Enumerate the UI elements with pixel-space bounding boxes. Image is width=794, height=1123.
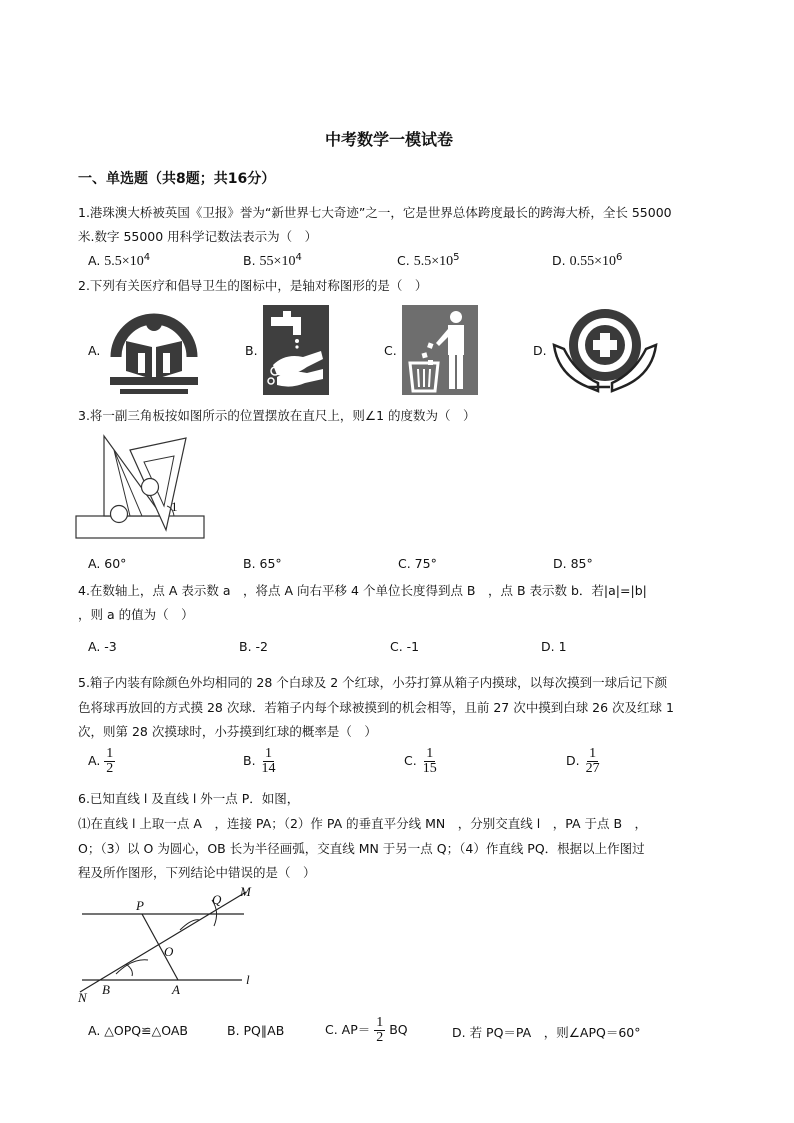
q2-line1: 2.下列有关医疗和倡导卫生的图标中，是轴对称图形的是（ ） — [78, 278, 428, 293]
q5-a-num: 1 — [106, 746, 114, 761]
q5-b-label: B. — [243, 753, 256, 768]
q6-line2: ⑴在直线 l 上取一点 A ，连接 PA；（2）作 PA 的垂直平分线 MN ，分别交直线 l ，PA 于点 B ， — [78, 816, 648, 831]
q5-option-c — [404, 747, 439, 776]
q1-line1: 1.港珠澳大桥被英国《卫报》誉为“新世界七大奇迹”之一，它是世界总体跨度最长的跨海大桥，全长 55000 — [78, 205, 672, 220]
q4-option-c: C. -1 — [390, 639, 420, 654]
q4-option-b: B. -2 — [239, 639, 268, 654]
q5-b-den: 14 — [261, 761, 276, 776]
q4-line1: 4.在数轴上，点 A 表示数 a ，将点 A 向右平移 4 个单位长度得到点 B ，点 B 表示数 b．若|a|=|b| — [78, 583, 647, 598]
q1-option-a — [88, 252, 150, 270]
q3-option-d: D. 85° — [553, 556, 593, 571]
q1-option-b — [243, 252, 302, 270]
q1-b-exp: 4 — [295, 252, 302, 263]
q2-label-b: B. — [245, 343, 258, 358]
q4-option-d: D. 1 — [541, 639, 567, 654]
q6-option-a: A. △OPQ≌△OAB — [88, 1023, 188, 1038]
q6-option-c — [325, 1016, 408, 1045]
q1-c-base: 5.5×10 — [413, 254, 454, 270]
q2-label-a: A. — [88, 343, 101, 358]
q3-triangles-figure — [74, 432, 208, 542]
q2-label-d: D. — [533, 343, 547, 358]
q6-label-m: M — [240, 884, 251, 899]
q5-option-d — [566, 747, 602, 776]
medical-cross-hands-icon — [548, 305, 662, 397]
q6-label-o: O — [164, 944, 174, 959]
q5-b-num: 1 — [265, 746, 273, 761]
q1-a-label: A. — [88, 253, 101, 269]
q5-option-b — [243, 747, 278, 776]
q6-label-b: B — [102, 982, 110, 997]
q3-option-b: B. 65° — [243, 556, 282, 571]
q1-d-label: D. — [552, 253, 566, 269]
q6-c-pre: C. AP＝ — [325, 1022, 371, 1037]
q1-a-exp: 4 — [143, 252, 151, 263]
q5-option-a — [88, 747, 115, 776]
q3-angle-label: 1 — [171, 499, 178, 514]
q1-d-exp: 6 — [616, 252, 623, 263]
q6-option-d: D. 若 PQ＝PA ，则∠APQ＝60° — [452, 1025, 641, 1040]
q5-c-label: C. — [404, 753, 417, 768]
q5-d-den: 27 — [585, 761, 600, 776]
q5-d-fraction — [584, 747, 602, 776]
q6-line1: 6.已知直线 l 及直线 l 外一点 P．如图， — [78, 791, 300, 806]
q5-a-den: 2 — [106, 761, 114, 776]
q1-a-base: 5.5×10 — [104, 254, 144, 270]
q1-b-label: B. — [243, 253, 256, 269]
q6-c-post: BQ — [389, 1022, 408, 1037]
page-title: 中考数学一模试卷 — [325, 130, 454, 149]
hand-washing-icon — [263, 305, 329, 395]
q5-c-den: 15 — [422, 761, 437, 776]
q5-line2: 色将球再放回的方式摸 28 次球．若箱子内每个球被摸到的机会相等，且前 27 次中摸到白球 26 次及红球 1 — [78, 700, 674, 715]
q6-line4: 程及所作图形，下列结论中错误的是（ ） — [78, 865, 316, 880]
section-heading: 一、单选题（共8题；共16分） — [78, 171, 276, 187]
q6-c-den: 2 — [376, 1030, 384, 1045]
q4-line2: ，则 a 的值为（ ） — [78, 607, 194, 622]
q5-line3: 次，则第 28 次摸球时，小芬摸到红球的概率是（ ） — [78, 724, 377, 739]
q3-line1: 3.将一副三角板按如图所示的位置摆放在直尺上，则∠1 的度数为（ ） — [78, 408, 476, 423]
q5-b-fraction — [260, 747, 278, 776]
q4-option-a: A. -3 — [88, 639, 117, 654]
q5-a-label: A. — [88, 753, 101, 768]
q1-option-c — [397, 252, 459, 270]
q5-d-label: D. — [566, 753, 580, 768]
q5-c-num: 1 — [426, 746, 434, 761]
q5-line1: 5.箱子内装有除颜色外均相同的 28 个白球及 2 个红球，小芬打算从箱子内摸球，以每次摸到一球后记下颜 — [78, 675, 668, 690]
q6-label-a: A — [172, 982, 180, 997]
q1-option-d — [552, 252, 622, 270]
q1-c-exp: 5 — [453, 252, 460, 263]
q6-line3: O；（3）以 O 为圆心，OB 长为半径画弧，交直线 MN 于另一点 Q；（4）作直线 PQ．根据以上作图过 — [78, 841, 645, 856]
q6-label-q: Q — [212, 892, 222, 907]
trash-disposal-icon — [402, 305, 478, 395]
q5-c-fraction — [421, 747, 439, 776]
q3-option-c: C. 75° — [398, 556, 437, 571]
q6-c-num: 1 — [376, 1015, 384, 1030]
q5-a-fraction — [104, 747, 115, 776]
q1-b-base: 55×10 — [259, 254, 296, 270]
q6-construction-figure — [74, 884, 274, 1006]
q6-c-fraction — [374, 1016, 385, 1045]
q6-label-l: l — [246, 972, 250, 987]
q5-d-num: 1 — [589, 746, 597, 761]
q6-label-n: N — [78, 990, 87, 1005]
reading-book-icon — [104, 305, 204, 397]
q1-line2: 米.数字 55000 用科学记数法表示为（ ） — [78, 229, 318, 244]
q2-label-c: C. — [384, 343, 397, 358]
q1-d-base: 0.55×10 — [569, 254, 616, 270]
q1-c-label: C. — [397, 253, 410, 269]
q6-option-b: B. PQ∥AB — [227, 1023, 285, 1038]
q3-option-a: A. 60° — [88, 556, 127, 571]
q6-label-p: P — [136, 898, 144, 913]
